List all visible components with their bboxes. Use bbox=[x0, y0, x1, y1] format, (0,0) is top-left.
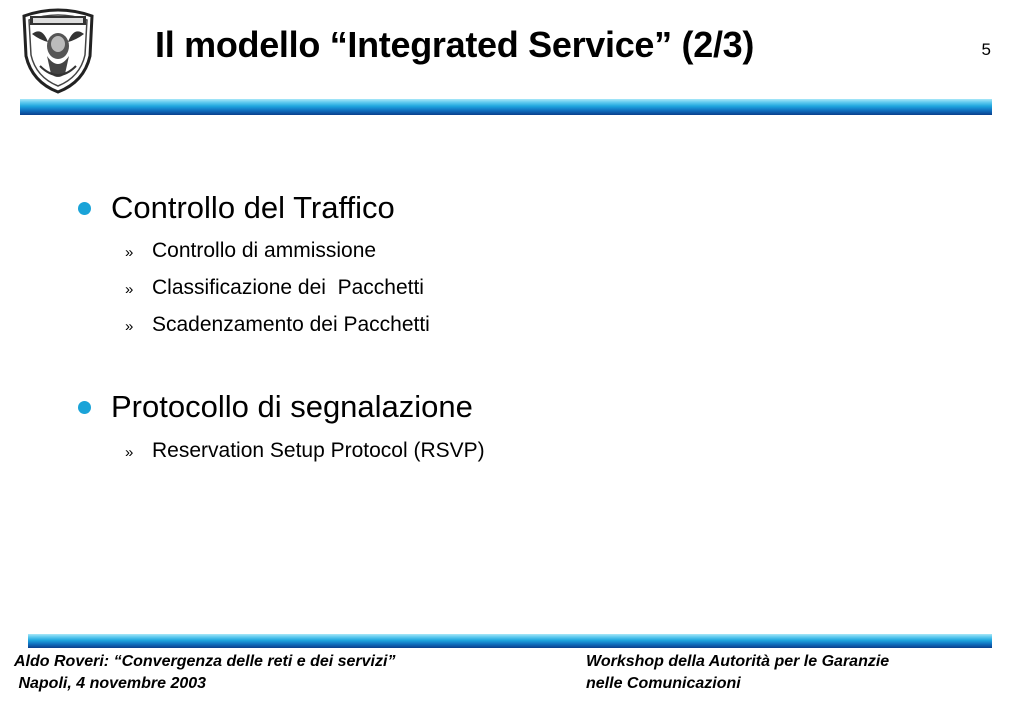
sub-item-marker: » bbox=[125, 244, 134, 261]
sub-item-marker: » bbox=[125, 281, 134, 298]
bullet-text: Protocollo di segnalazione bbox=[111, 389, 473, 424]
slide-number: 5 bbox=[981, 40, 991, 59]
university-seal-icon bbox=[18, 6, 98, 94]
sub-item bbox=[125, 313, 430, 337]
sub-item-text: Controllo di ammissione bbox=[152, 239, 377, 262]
footer-date-line: Napoli, 4 novembre 2003 bbox=[14, 675, 207, 692]
bullet-item bbox=[78, 389, 473, 425]
footer-divider-bar bbox=[28, 634, 992, 648]
header-divider-bar bbox=[20, 99, 992, 115]
footer-event-line: nelle Comunicazioni bbox=[586, 675, 741, 692]
sub-item-marker: » bbox=[125, 444, 134, 461]
bullet-text: Controllo del Traffico bbox=[111, 190, 395, 225]
bullet-dot-icon bbox=[78, 202, 91, 215]
bullet-dot-icon bbox=[78, 401, 91, 414]
sub-item bbox=[125, 276, 424, 300]
sub-item-text: Classificazione dei Pacchetti bbox=[152, 276, 424, 299]
sub-item-text: Reservation Setup Protocol (RSVP) bbox=[152, 439, 485, 462]
sub-item bbox=[125, 239, 376, 263]
footer-event bbox=[586, 651, 889, 695]
footer-author bbox=[14, 651, 395, 695]
sub-item-text: Scadenzamento dei Pacchetti bbox=[152, 313, 430, 336]
sub-item bbox=[125, 439, 485, 463]
footer-author-line: Aldo Roveri: “Convergenza delle reti e dei servizi” bbox=[14, 653, 396, 670]
footer-event-line: Workshop della Autorità per le Garanzie bbox=[586, 653, 890, 670]
bullet-item bbox=[78, 190, 395, 226]
sub-item-marker: » bbox=[125, 318, 134, 335]
slide-title: Il modello “Integrated Service” (2/3) bbox=[155, 24, 755, 65]
